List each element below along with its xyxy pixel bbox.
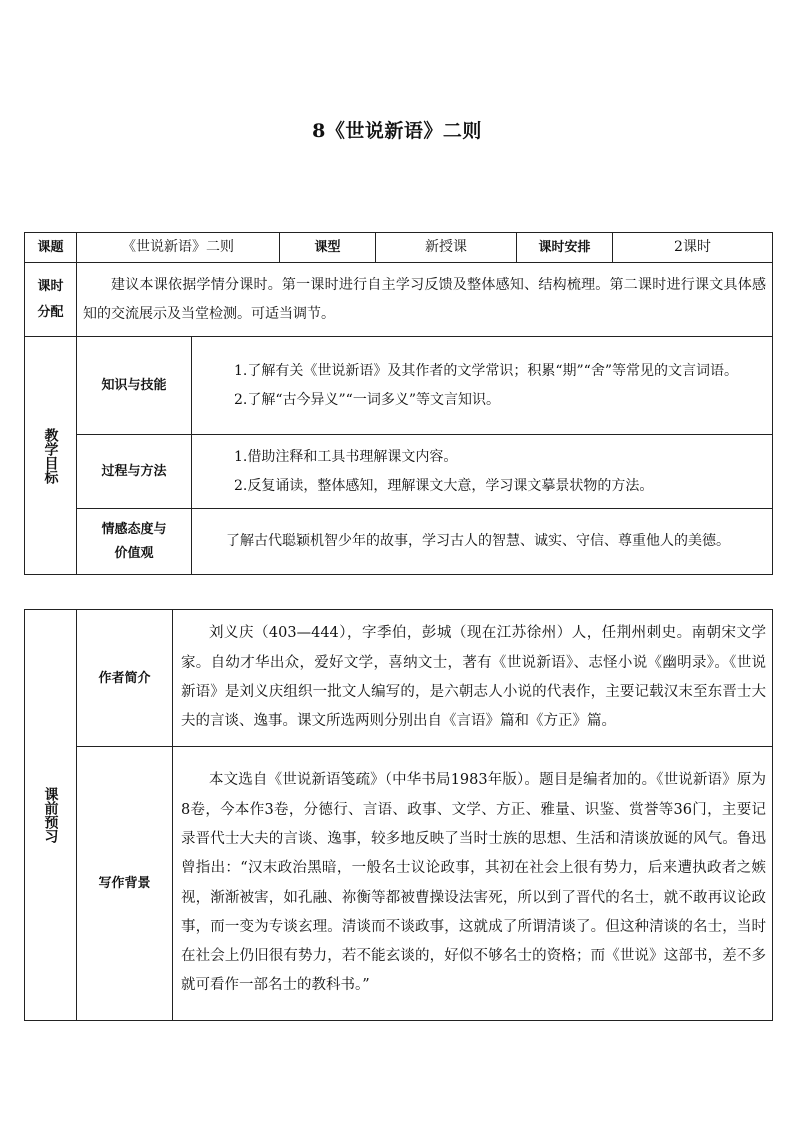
schedule-label: 课时安排 bbox=[517, 233, 613, 263]
schedule-value: 2课时 bbox=[613, 233, 773, 263]
writing-background-text: 本文选自《世说新语笺疏》（中华书局1983年版）。题目是编者加的。《世说新语》原为8卷，今本作3卷，分德行、言语、政事、文学、方正、雅量、识鉴、赏誉等36门，主要记录晋代士大夫的言谈、逸事，较多地反映了当时士族的思想、生活和清谈放诞的风气。鲁迅曾指出：“汉末政治黑暗，一般名士议论政事，其初在社会上很有势力，后来遭执政者之嫉视，渐渐被害，如孔融、祢衡等都被曹操设法害死，所以到了晋代的名士，就不敢再议论政事，而一变为专谈玄理。清谈而不谈政事，这就成了所谓清谈了。但这种清谈的名士，当时在社会上仍旧很有势力，若不能玄谈的，好似不够名士的资格；而《世说》这部书，差不多就可看作一部名士的教科书。” bbox=[173, 747, 773, 1021]
knowledge-skills-content bbox=[192, 337, 773, 435]
preview-table bbox=[24, 609, 773, 1021]
writing-background-label: 写作背景 bbox=[77, 747, 173, 1021]
process-item-1: 1.借助注释和工具书理解课文内容。 bbox=[234, 448, 458, 465]
lesson-info-table bbox=[24, 232, 773, 575]
period-allocation-text: 建议本课依据学情分课时。第一课时进行自主学习反馈及整体感知、结构梳理。第二课时进行课文具体感知的交流展示及当堂检测。可适当调节。 bbox=[77, 263, 773, 337]
period-allocation-label bbox=[25, 263, 77, 337]
lesson-type-label: 课型 bbox=[280, 233, 376, 263]
page-title: 8《世说新语》二则 bbox=[312, 120, 482, 142]
knowledge-item-2: 2.了解“古今异义”“一词多义”等文言知识。 bbox=[234, 391, 500, 408]
topic-label: 课题 bbox=[25, 233, 77, 263]
preview-label-cell bbox=[25, 610, 77, 1021]
period-allocation-label-line2: 分配 bbox=[37, 304, 64, 320]
knowledge-skills-label: 知识与技能 bbox=[77, 337, 192, 435]
process-methods-label: 过程与方法 bbox=[77, 435, 192, 509]
emotion-values-text: 了解古代聪颖机智少年的故事，学习古人的智慧、诚实、守信、尊重他人的美德。 bbox=[192, 509, 773, 575]
teaching-goals-label: 教学目标 bbox=[42, 427, 59, 484]
emotion-values-label bbox=[77, 509, 192, 575]
topic-value: 《世说新语》二则 bbox=[77, 233, 280, 263]
emotion-values-label-line1: 情感态度与 bbox=[101, 521, 167, 537]
teaching-goals-label-cell bbox=[25, 337, 77, 575]
period-allocation-label-line1: 课时 bbox=[37, 278, 64, 294]
lesson-type-value: 新授课 bbox=[376, 233, 517, 263]
author-intro-text: 刘义庆（403—444），字季伯，彭城（现在江苏徐州）人，任荆州刺史。南朝宋文学家。自幼才华出众，爱好文学，喜纳文士，著有《世说新语》、志怪小说《幽明录》。《世说新语》是刘义庆组织一批文人编写的，是六朝志人小说的代表作，主要记载汉末至东晋士大夫的言谈、逸事。课文所选两则分别出自《言语》篇和《方正》篇。 bbox=[173, 610, 773, 747]
author-intro-label: 作者简介 bbox=[77, 610, 173, 747]
preview-label: 课前预习 bbox=[42, 787, 59, 843]
process-item-2: 2.反复诵读，整体感知，理解课文大意，学习课文摹景状物的方法。 bbox=[234, 477, 654, 494]
knowledge-item-1: 1.了解有关《世说新语》及其作者的文学常识；积累“期”“舍”等常见的文言词语。 bbox=[234, 362, 738, 379]
emotion-values-label-line2: 价值观 bbox=[114, 545, 154, 561]
process-methods-content bbox=[192, 435, 773, 509]
